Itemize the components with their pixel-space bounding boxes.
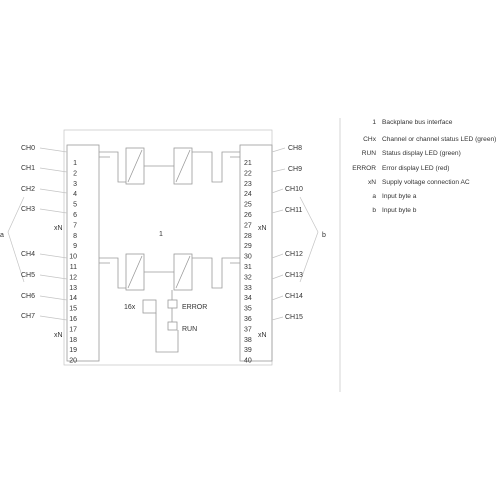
channel-label: CH5 — [21, 272, 36, 279]
terminal-pin-number: 14 — [69, 295, 77, 303]
upper-right-wire — [192, 152, 240, 182]
supply-label: xN — [258, 332, 267, 339]
lower-right-module-diagonal — [176, 256, 190, 288]
terminal-pin-number: 33 — [244, 284, 252, 292]
legend-description: Status display LED (green) — [382, 150, 461, 157]
terminal-pin-number: 35 — [244, 305, 252, 313]
terminal-pin-number: 24 — [244, 191, 252, 199]
legend-description: Error display LED (red) — [382, 165, 450, 172]
terminal-pin-number: 39 — [244, 347, 252, 355]
input-byte-b-label: b — [322, 232, 326, 239]
terminal-pin-number: 6 — [73, 212, 77, 219]
terminal-pin-number: 3 — [73, 180, 77, 188]
channel-label: CH0 — [21, 145, 36, 152]
upper-left-module-diagonal — [128, 150, 142, 182]
terminal-pin-number: 28 — [244, 232, 252, 240]
terminal-pin-number: 19 — [69, 347, 77, 355]
legend-key: b — [372, 207, 376, 214]
terminal-pin-number: 26 — [244, 212, 252, 219]
supply-label: xN — [54, 332, 63, 339]
terminal-pin-number: 40 — [244, 357, 252, 365]
lower-right-wire — [192, 258, 240, 288]
terminal-pin-number: 27 — [244, 222, 252, 230]
led-feed-wire — [156, 313, 178, 352]
terminal-pin-number: 10 — [69, 253, 77, 261]
terminal-pin-number: 18 — [69, 336, 77, 344]
terminal-pin-number: 31 — [244, 264, 252, 271]
legend-key: ERROR — [352, 165, 376, 172]
terminal-pin-number: 34 — [244, 295, 252, 303]
terminal-pin-number: 20 — [69, 357, 77, 365]
terminal-pin-number: 8 — [73, 232, 77, 240]
supply-label: xN — [258, 225, 267, 232]
backplane-callout: 1 — [159, 231, 163, 238]
supply-label: xN — [54, 225, 63, 232]
terminal-pin-number: 16 — [69, 316, 77, 323]
run-led-box — [168, 322, 177, 330]
channel-led-count-label: 16x — [124, 304, 136, 311]
left-top-channels — [21, 145, 35, 213]
legend-description: Input byte a — [382, 193, 417, 200]
upper-left-wire — [99, 152, 126, 182]
terminal-pin-number: 38 — [244, 336, 252, 344]
terminal-pin-number: 25 — [244, 201, 252, 209]
channel-label: CH13 — [285, 272, 303, 279]
run-led-label: RUN — [182, 326, 198, 333]
right-bottom-channels — [285, 251, 303, 321]
terminal-pin-number: 15 — [69, 305, 77, 313]
left-pin-numbers — [69, 160, 77, 365]
legend-description: Backplane bus interface — [382, 119, 453, 126]
legend-description: Supply voltage connection AC — [382, 179, 470, 186]
channel-label: CH6 — [21, 293, 36, 300]
legend-key: CHx — [363, 136, 376, 143]
terminal-pin-number: 37 — [244, 326, 252, 334]
channel-label: CH11 — [285, 207, 303, 214]
legend-key: RUN — [361, 150, 376, 157]
channel-label: CH1 — [21, 165, 36, 172]
right-pin-numbers — [244, 160, 252, 365]
error-led-label: ERROR — [182, 304, 208, 311]
terminal-pin-number: 23 — [244, 180, 252, 188]
terminal-pin-number: 21 — [244, 160, 252, 167]
terminal-pin-number: 36 — [244, 316, 252, 323]
terminal-pin-number: 13 — [69, 284, 77, 292]
legend-description: Input byte b — [382, 207, 417, 214]
left-bottom-channels — [21, 251, 35, 320]
channel-label: CH9 — [288, 166, 303, 173]
terminal-pin-number: 17 — [69, 326, 77, 334]
lower-left-module-diagonal — [128, 256, 142, 288]
terminal-pin-number: 32 — [244, 274, 252, 282]
legend-key: xN — [367, 179, 376, 186]
channel-label: CH8 — [288, 145, 303, 152]
terminal-pin-number: 30 — [244, 253, 252, 261]
terminal-pin-number: 7 — [73, 222, 77, 230]
error-led-box — [168, 300, 177, 308]
terminal-pin-number: 9 — [73, 243, 77, 251]
terminal-pin-number: 29 — [244, 243, 252, 251]
legend-key: a — [372, 193, 376, 200]
channel-led-box — [143, 300, 156, 313]
terminal-pin-number: 1 — [73, 160, 77, 167]
terminal-pin-number: 22 — [244, 170, 252, 178]
channel-label: CH14 — [285, 293, 303, 300]
legend-key: 1 — [372, 119, 376, 126]
lower-left-wire — [99, 258, 126, 288]
terminal-pin-number: 11 — [69, 264, 77, 271]
brace-b — [300, 197, 318, 282]
channel-label: CH3 — [21, 206, 36, 213]
channel-label: CH15 — [285, 314, 303, 321]
channel-label: CH2 — [21, 186, 36, 193]
channel-label: CH12 — [285, 251, 303, 258]
terminal-pin-number: 5 — [73, 201, 77, 209]
terminal-pin-number: 4 — [73, 191, 77, 199]
right-top-channels — [285, 145, 303, 214]
legend-description: Channel or channel status LED (green) — [382, 136, 497, 143]
channel-label: CH4 — [21, 251, 36, 258]
terminal-pin-number: 2 — [73, 170, 77, 178]
upper-right-module-diagonal — [176, 150, 190, 182]
channel-label: CH10 — [285, 186, 303, 193]
input-byte-a-label: a — [0, 232, 4, 239]
channel-label: CH7 — [21, 313, 36, 320]
terminal-pin-number: 12 — [69, 274, 77, 282]
